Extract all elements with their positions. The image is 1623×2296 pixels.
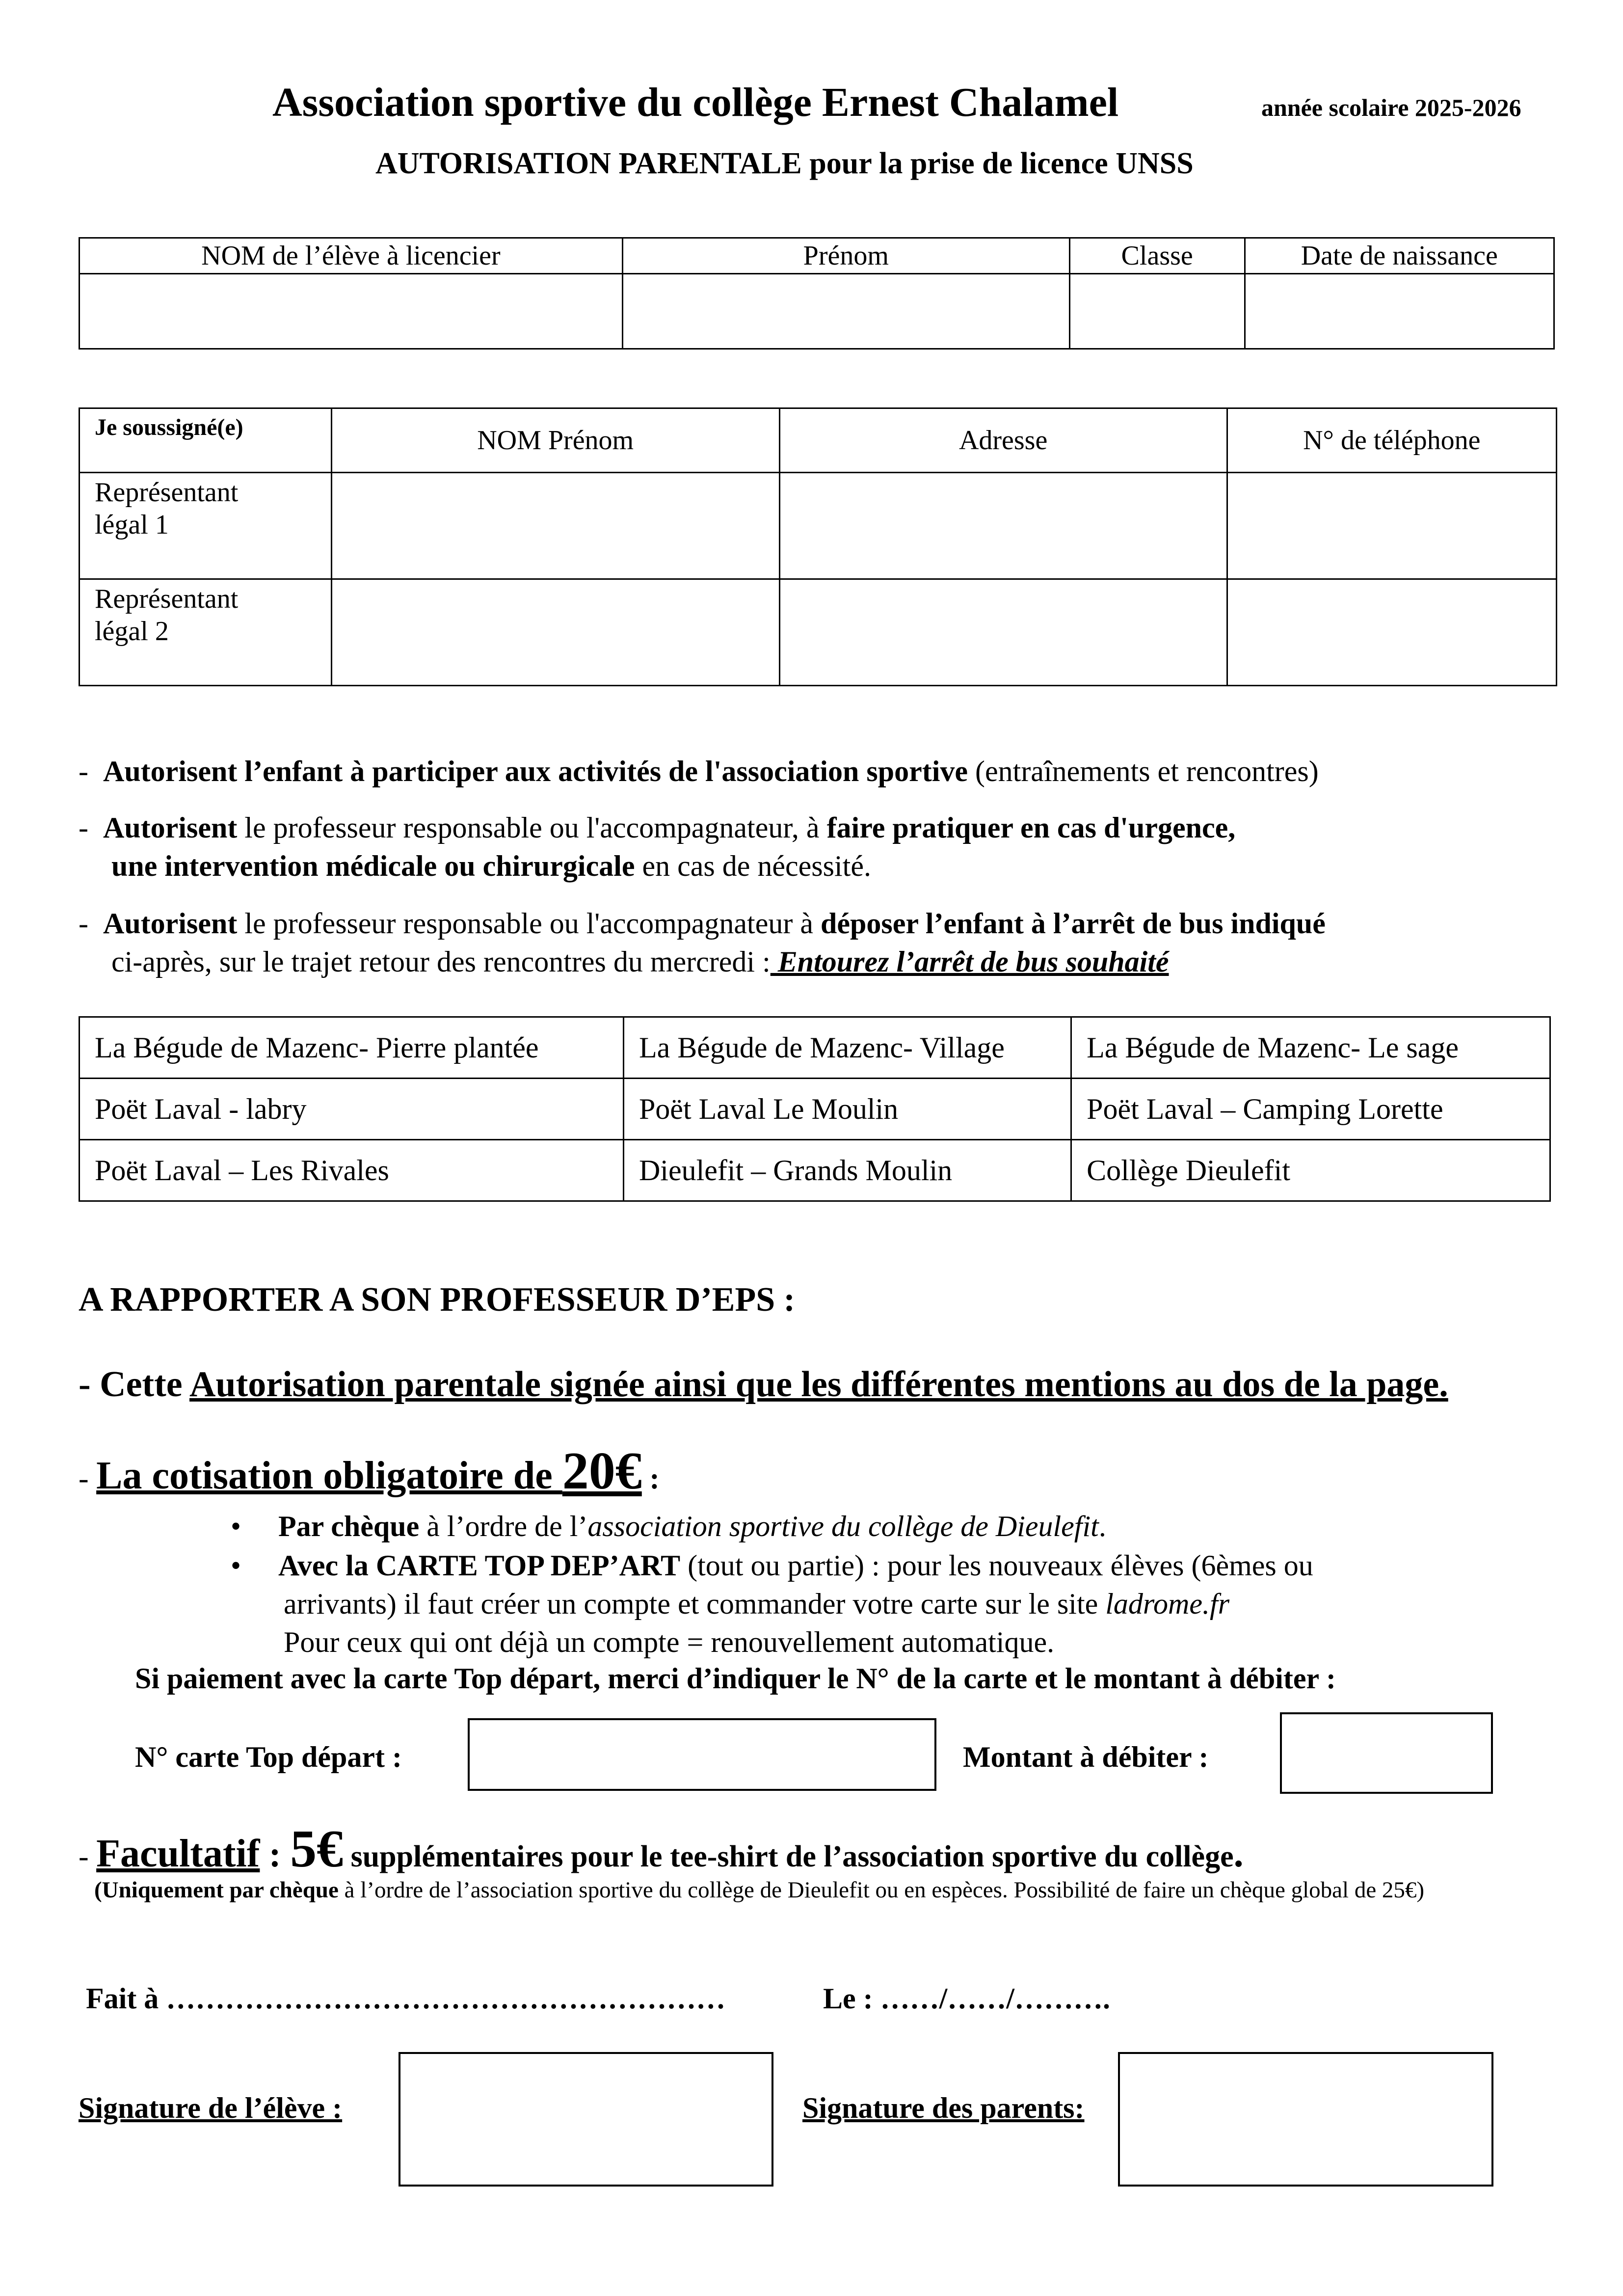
bus-stop-option[interactable]: La Bégude de Mazenc- Le sage	[1071, 1017, 1550, 1079]
card-number-label: N° carte Top départ :	[135, 1741, 402, 1773]
table-row	[80, 1140, 1550, 1201]
optional-text: supplémentaires pour le tee-shirt de l’association sportive du collège	[343, 1840, 1234, 1873]
authorization-bus-stop: - Autorisent le professeur responsable ou l'accompagnateur à déposer l’enfant à l’arrêt de bus indiqué ci-après, sur le trajet retour des rencontres du mercredi : Entourez l’arrêt de bus souhaité	[79, 907, 1326, 978]
representative-2-label	[80, 579, 332, 686]
undersigned-label: Je soussigné(e)	[80, 408, 332, 473]
column-header-first-name: Prénom	[622, 238, 1069, 274]
rep-table-header	[80, 408, 1557, 473]
cotisation-line	[79, 1441, 660, 1502]
column-header-student-name: NOM de l’élève à licencier	[80, 238, 623, 274]
student-signature-label: Signature de l’élève :	[79, 2092, 343, 2124]
optional-note-bold: (Uniquement par chèque	[94, 1877, 339, 1903]
payment-text: Pour ceux qui ont déjà un compte = renouvellement automatique.	[284, 1626, 1055, 1658]
payment-method-bold: Par chèque	[278, 1510, 420, 1542]
table-row	[80, 473, 1557, 579]
authorization-text-bold: Autorisent	[103, 907, 238, 940]
page-title: Association sportive du collège Ernest Chalamel	[272, 80, 1119, 125]
optional-payment-note	[94, 1877, 1424, 1903]
rep2-address-field[interactable]	[779, 579, 1227, 686]
student-class-field[interactable]	[1069, 274, 1245, 349]
payment-text: arrivants) il faut créer un compte et commander votre carte sur le site	[284, 1588, 1106, 1620]
payment-text: à l’ordre de l’	[419, 1510, 588, 1542]
authorization-activities: - Autorisent l’enfant à participer aux activités de l'association sportive (entraînements et rencontres)	[79, 755, 1319, 787]
student-table-row	[80, 274, 1554, 349]
bus-stop-option[interactable]: La Bégude de Mazenc- Village	[623, 1017, 1071, 1079]
rep2-phone-field[interactable]	[1227, 579, 1556, 686]
payment-text: (tout ou partie) : pour les nouveaux élèves (6èmes ou	[680, 1549, 1313, 1582]
bus-stop-option[interactable]: Collège Dieulefit	[1071, 1140, 1550, 1201]
legal-representatives-table	[79, 407, 1557, 686]
rep1-address-field[interactable]	[779, 473, 1227, 579]
date-field[interactable]: Le : ……/……/……….	[823, 1982, 1110, 2015]
bring-heading: A RAPPORTER A SON PROFESSEUR D’EPS :	[79, 1281, 795, 1319]
parents-signature-label: Signature des parents:	[802, 2092, 1085, 2124]
page-subtitle: AUTORISATION PARENTALE pour la prise de licence UNSS	[375, 147, 1194, 180]
authorization-text-bold: une intervention médicale ou chirurgicale	[111, 850, 635, 882]
optional-colon: :	[260, 1835, 291, 1875]
column-header-phone: N° de téléphone	[1227, 408, 1556, 473]
optional-amount: 5€	[290, 1820, 344, 1878]
bus-stop-option[interactable]: Poët Laval – Les Rivales	[80, 1140, 624, 1201]
bring-item-prefix: - Cette	[79, 1364, 189, 1405]
column-header-birth-date: Date de naissance	[1245, 238, 1554, 274]
column-header-address: Adresse	[779, 408, 1227, 473]
amount-field[interactable]	[1280, 1712, 1493, 1794]
authorization-text: le professeur responsable ou l'accompagnateur, à	[237, 811, 827, 844]
authorization-text: le professeur responsable ou l'accompagnateur à	[237, 907, 821, 940]
student-name-field[interactable]	[80, 274, 623, 349]
school-year: année scolaire 2025-2026	[1261, 94, 1521, 121]
payment-bullet-card: • Avec la CARTE TOP DEP’ART (tout ou partie) : pour les nouveaux élèves (6èmes ou arrivants) il faut créer un compte et commander votre carte sur le site ladrome.fr Pour ceux qui ont déjà un compte = renouvellement automatique.	[231, 1546, 1313, 1661]
representative-1-label	[80, 473, 332, 579]
optional-dot: .	[1233, 1832, 1244, 1875]
payment-method-bold: Avec la CARTE TOP DEP’ART	[278, 1549, 681, 1582]
column-header-name: NOM Prénom	[331, 408, 779, 473]
cotisation-amount: 20€	[562, 1442, 642, 1500]
payment-payee: association sportive du collège de Dieulefit	[587, 1510, 1099, 1542]
representative-label-line: légal 1	[95, 510, 169, 540]
rep2-name-field[interactable]	[331, 579, 779, 686]
representative-label-line: légal 2	[95, 616, 169, 647]
bus-stop-table	[79, 1016, 1551, 1202]
rep1-name-field[interactable]	[331, 473, 779, 579]
bring-item-text: Autorisation parentale signée ainsi que les différentes mentions au dos de la page.	[189, 1364, 1448, 1405]
optional-dash: -	[79, 1840, 97, 1873]
student-table-header	[80, 238, 1554, 274]
cotisation-dash: -	[79, 1462, 97, 1495]
place-field[interactable]: Fait à …………………………………………………	[86, 1982, 726, 2015]
payment-text: .	[1098, 1510, 1106, 1542]
student-first-name-field[interactable]	[622, 274, 1069, 349]
table-row	[80, 579, 1557, 686]
authorization-text: en cas de nécessité.	[635, 850, 871, 882]
bus-stop-option[interactable]: Dieulefit – Grands Moulin	[623, 1140, 1071, 1201]
payment-bullet-cheque: • Par chèque à l’ordre de l’association sportive du collège de Dieulefit.	[231, 1510, 1106, 1542]
authorization-text: (entraînements et rencontres)	[968, 755, 1319, 787]
authorization-text-bold: Autorisent	[103, 811, 238, 844]
amount-label: Montant à débiter :	[963, 1741, 1209, 1773]
authorization-medical: - Autorisent le professeur responsable ou l'accompagnateur, à faire pratiquer en cas d'urgence, une intervention médicale ou chirurgicale en cas de nécessité.	[79, 811, 1236, 882]
table-row	[80, 1017, 1550, 1079]
cotisation-colon: :	[641, 1462, 660, 1495]
rep1-phone-field[interactable]	[1227, 473, 1556, 579]
bus-stop-instruction: Entourez l’arrêt de bus souhaité	[770, 945, 1169, 978]
student-birth-date-field[interactable]	[1245, 274, 1554, 349]
bus-stop-option[interactable]: Poët Laval – Camping Lorette	[1071, 1079, 1550, 1140]
representative-label-line: Représentant	[95, 477, 239, 508]
optional-note-text: à l’ordre de l’association sportive du collège de Dieulefit ou en espèces. Possibilité de faire un chèque global de 25€)	[338, 1877, 1425, 1903]
bus-stop-option[interactable]: Poët Laval Le Moulin	[623, 1079, 1071, 1140]
student-info-table	[79, 237, 1555, 350]
cotisation-label: La cotisation obligatoire de	[96, 1454, 562, 1497]
bus-stop-option[interactable]: La Bégude de Mazenc- Pierre plantée	[80, 1017, 624, 1079]
card-number-field[interactable]	[468, 1718, 936, 1791]
authorization-text-bold: faire pratiquer en cas d'urgence,	[826, 811, 1236, 844]
student-signature-box[interactable]	[399, 2052, 773, 2187]
parents-signature-box[interactable]	[1118, 2052, 1493, 2187]
bus-stop-option[interactable]: Poët Laval - labry	[80, 1079, 624, 1140]
representative-label-line: Représentant	[95, 584, 239, 614]
bring-item-authorization	[79, 1364, 1448, 1405]
authorization-text-bold: déposer l’enfant à l’arrêt de bus indiqué	[820, 907, 1326, 940]
card-payment-note: Si paiement avec la carte Top départ, merci d’indiquer le N° de la carte et le montant à débiter :	[135, 1662, 1336, 1695]
authorization-text: ci-après, sur le trajet retour des rencontres du mercredi :	[111, 945, 771, 978]
optional-tshirt-line	[79, 1819, 1244, 1880]
optional-label: Facultatif	[96, 1832, 260, 1875]
table-row	[80, 1079, 1550, 1140]
authorization-text-bold: Autorisent l’enfant à participer aux activités de l'association sportive	[103, 755, 968, 787]
website-name: ladrome.fr	[1105, 1588, 1230, 1620]
column-header-class: Classe	[1069, 238, 1245, 274]
